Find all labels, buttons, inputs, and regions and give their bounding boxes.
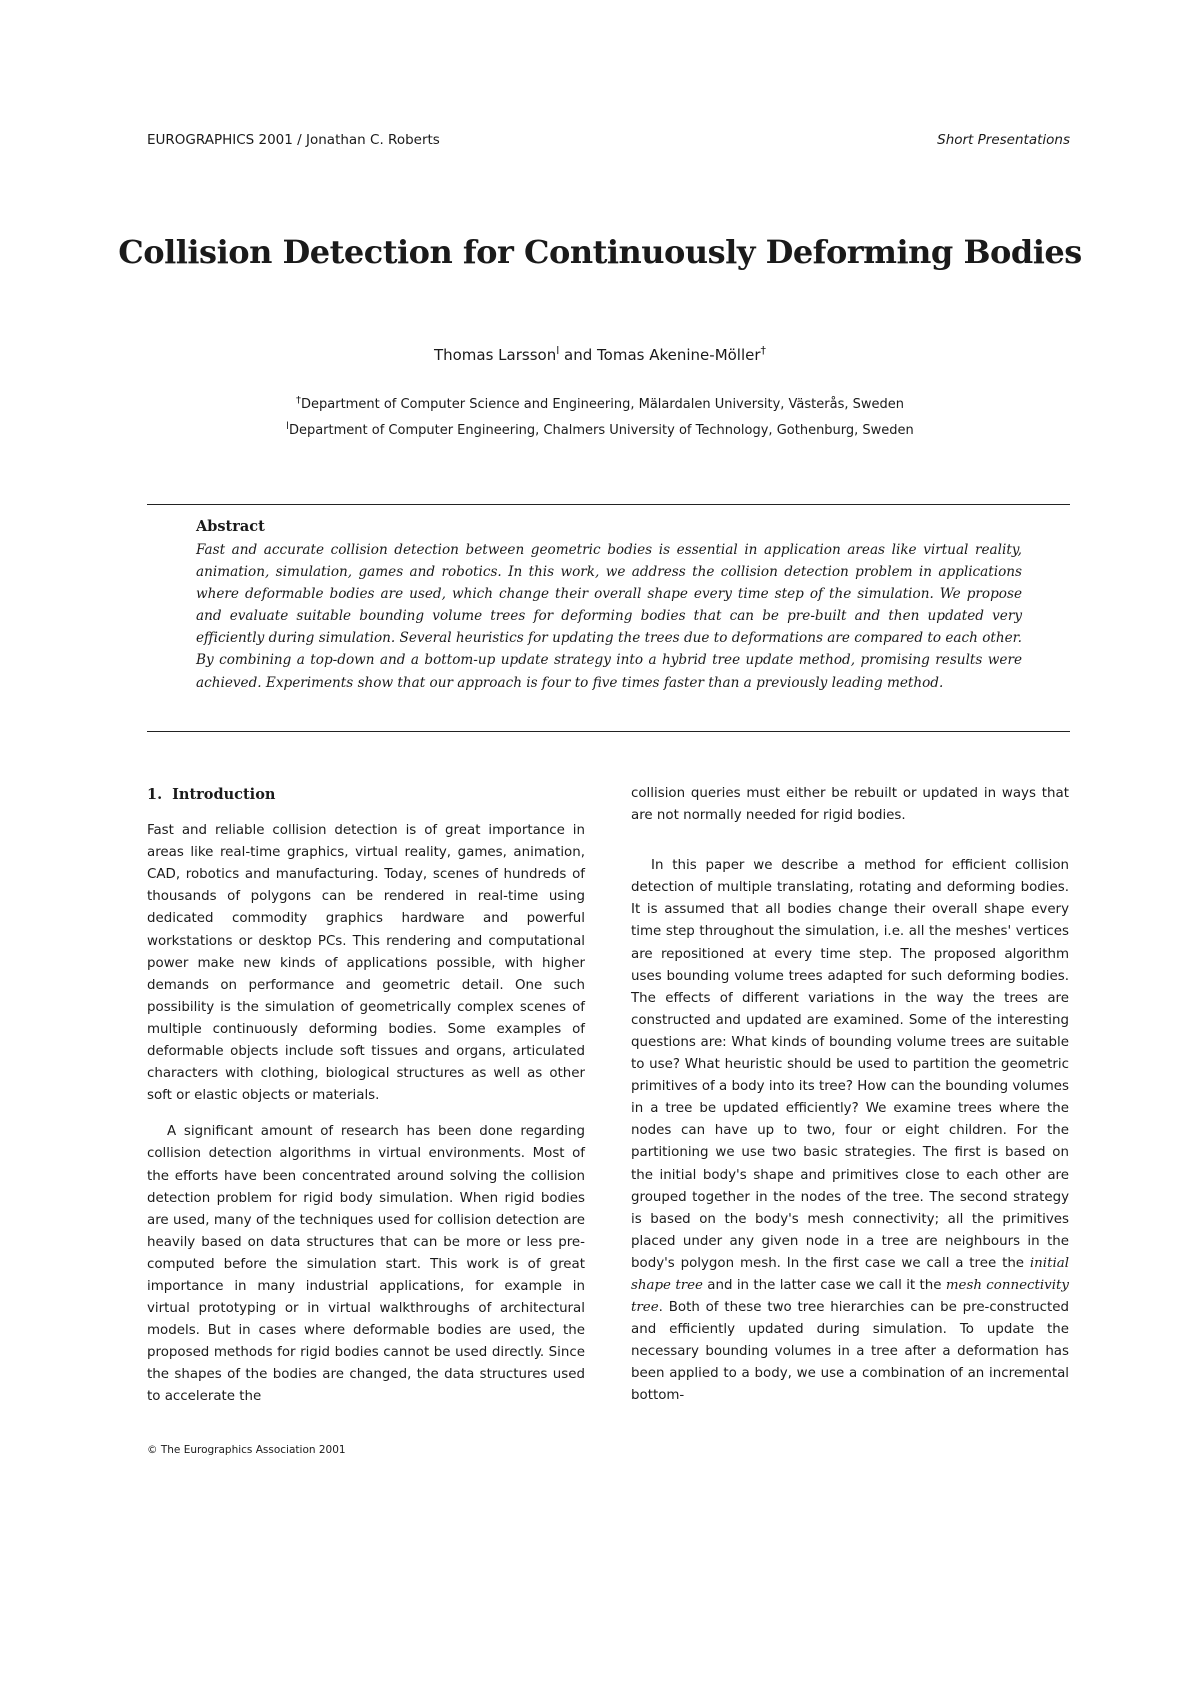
intro-paragraph-1: Fast and reliable collision detection is of great importance in areas like real-time graphics, virtual reality, games, animation, CAD, robotics and manufacturing. Today, scenes of hundreds of thousands of polygons can be rendered in real-time using dedicated commodity graphics hardware and powerful workstations or desktop PCs. This rendering and computational power make new kinds of applications possible, with higher demands on performance and geometric detail. One such possibility is the simulation of geometrically complex scenes of multiple continuously deforming bodies. Some examples of deformable objects include soft tissues and organs, articulated characters with clothing, biological structures as well as other soft or elastic objects or materials.	[147, 823, 585, 1104]
running-header	[147, 132, 1070, 152]
intro-paragraph-2: A significant amount of research has been done regarding collision detection algorithms in virtual environments. Most of the efforts have been concentrated around solving the collision detection problem for rigid body simulation. When rigid bodies are used, many of the techniques used for collision detection are heavily based on data structures that can be more or less pre-computed before the simulation start. This work is of great importance in many industrial applications, for example in virtual prototyping or in virtual walkthroughs of architectural models. But in cases where deformable bodies are used, the proposed methods for rigid bodies cannot be used directly. Since the shapes of the bodies are changed, the data structures used to accelerate the	[147, 1124, 585, 1405]
abstract-top-rule	[147, 504, 1070, 505]
author-line	[0, 344, 1200, 364]
left-column	[147, 784, 585, 1423]
author-larsson: Thomas Larsson	[433, 346, 557, 364]
copyright-footer: © The Eurographics Association 2001	[147, 1444, 346, 1456]
abstract-heading: Abstract	[196, 518, 265, 535]
paragraph-text: In this paper we describe a method for efficient collision detection of multiple translating, rotating and deforming bodies. It is assumed that all bodies change their overall shape every time step throughout the simulation, i.e. all the meshes' vertices are repositioned at every time step. The proposed algorithm uses bounding volume trees adapted for such deforming bodies. The effects of different variations in the way the trees are constructed and updated are examined. Some of the interesting questions are: What kinds of bounding volume trees are suitable to use? What heuristic should be used to partition the geometric primitives of a body into its tree? How can the bounding volumes in a tree be updated efficiently? We examine trees where the nodes can have up to two, four or eight children. For the partitioning we use two basic strategies. The first is based on the initial body's shape and primitives close to each other are grouped together in the nodes of the tree. The second strategy is based on the body's mesh connectivity; all the primitives placed under any given node in a tree are neighbours in the body's polygon mesh. In the first case we call a tree the	[631, 858, 1069, 1271]
abstract	[196, 518, 1022, 694]
abstract-text: Fast and accurate collision detection between geometric bodies is essential in application areas like virtual reality, animation, simulation, games and robotics. In this work, we address the collision detection problem in applications where deformable bodies are used, which change their overall shape every time step of the simulation. We propose and evaluate suitable bounding volume trees for deforming bodies that can be pre-built and then updated very efficiently during simulation. Several heuristics for updating the trees due to deformations are compared to each other. By combining a top-down and a bottom-up update strategy into a hybrid tree update method, promising results were achieved. Experiments show that our approach is four to five times faster than a previously leading method.	[196, 542, 1022, 691]
section-heading	[147, 784, 585, 806]
section-number: 1.	[147, 786, 163, 803]
term-mesh-connectivity-tree: mesh connectivity tree	[631, 1277, 1069, 1316]
paragraph-text: . Both of these two tree hierarchies can be pre-constructed and efficiently updated during simulation. To update the necessary bounding volumes in a tree after a deformation has been applied to a body, we use a combination of an incremental bottom-	[631, 1300, 1069, 1404]
paper-title: Collision Detection for Continuously Deforming Bodies	[118, 233, 1082, 271]
abstract-bottom-rule	[147, 731, 1070, 732]
right-column	[631, 783, 1069, 1422]
affiliation-text: Department of Computer Engineering, Chalmers University of Technology, Gothenburg, Sweden	[288, 423, 914, 438]
section-title: Introduction	[172, 786, 276, 803]
author-larsson-mark: l	[556, 344, 560, 357]
affiliation-chalmers	[0, 416, 1200, 442]
affiliations	[0, 390, 1200, 442]
affiliation-mark: l	[286, 421, 289, 432]
intro-paragraph-4	[631, 855, 1069, 1407]
header-track: Short Presentations	[937, 132, 1070, 148]
affiliation-mdh	[0, 390, 1200, 416]
header-venue: EUROGRAPHICS 2001 / Jonathan C. Roberts	[147, 132, 440, 148]
affiliation-text: Department of Computer Science and Engineering, Mälardalen University, Västerås, Sweden	[301, 397, 904, 412]
intro-paragraph-3: collision queries must either be rebuilt or updated in ways that are not normally needed for rigid bodies.	[631, 786, 1069, 824]
author-akenine-moller-mark: †	[760, 344, 767, 357]
paragraph-text: and in the latter case we call it the	[702, 1277, 946, 1293]
affiliation-mark: †	[296, 395, 302, 406]
term-initial-shape-tree: initial shape tree	[631, 1255, 1069, 1293]
author-akenine-moller: Tomas Akenine-Möller	[597, 346, 761, 364]
author-joiner: and	[559, 346, 598, 364]
